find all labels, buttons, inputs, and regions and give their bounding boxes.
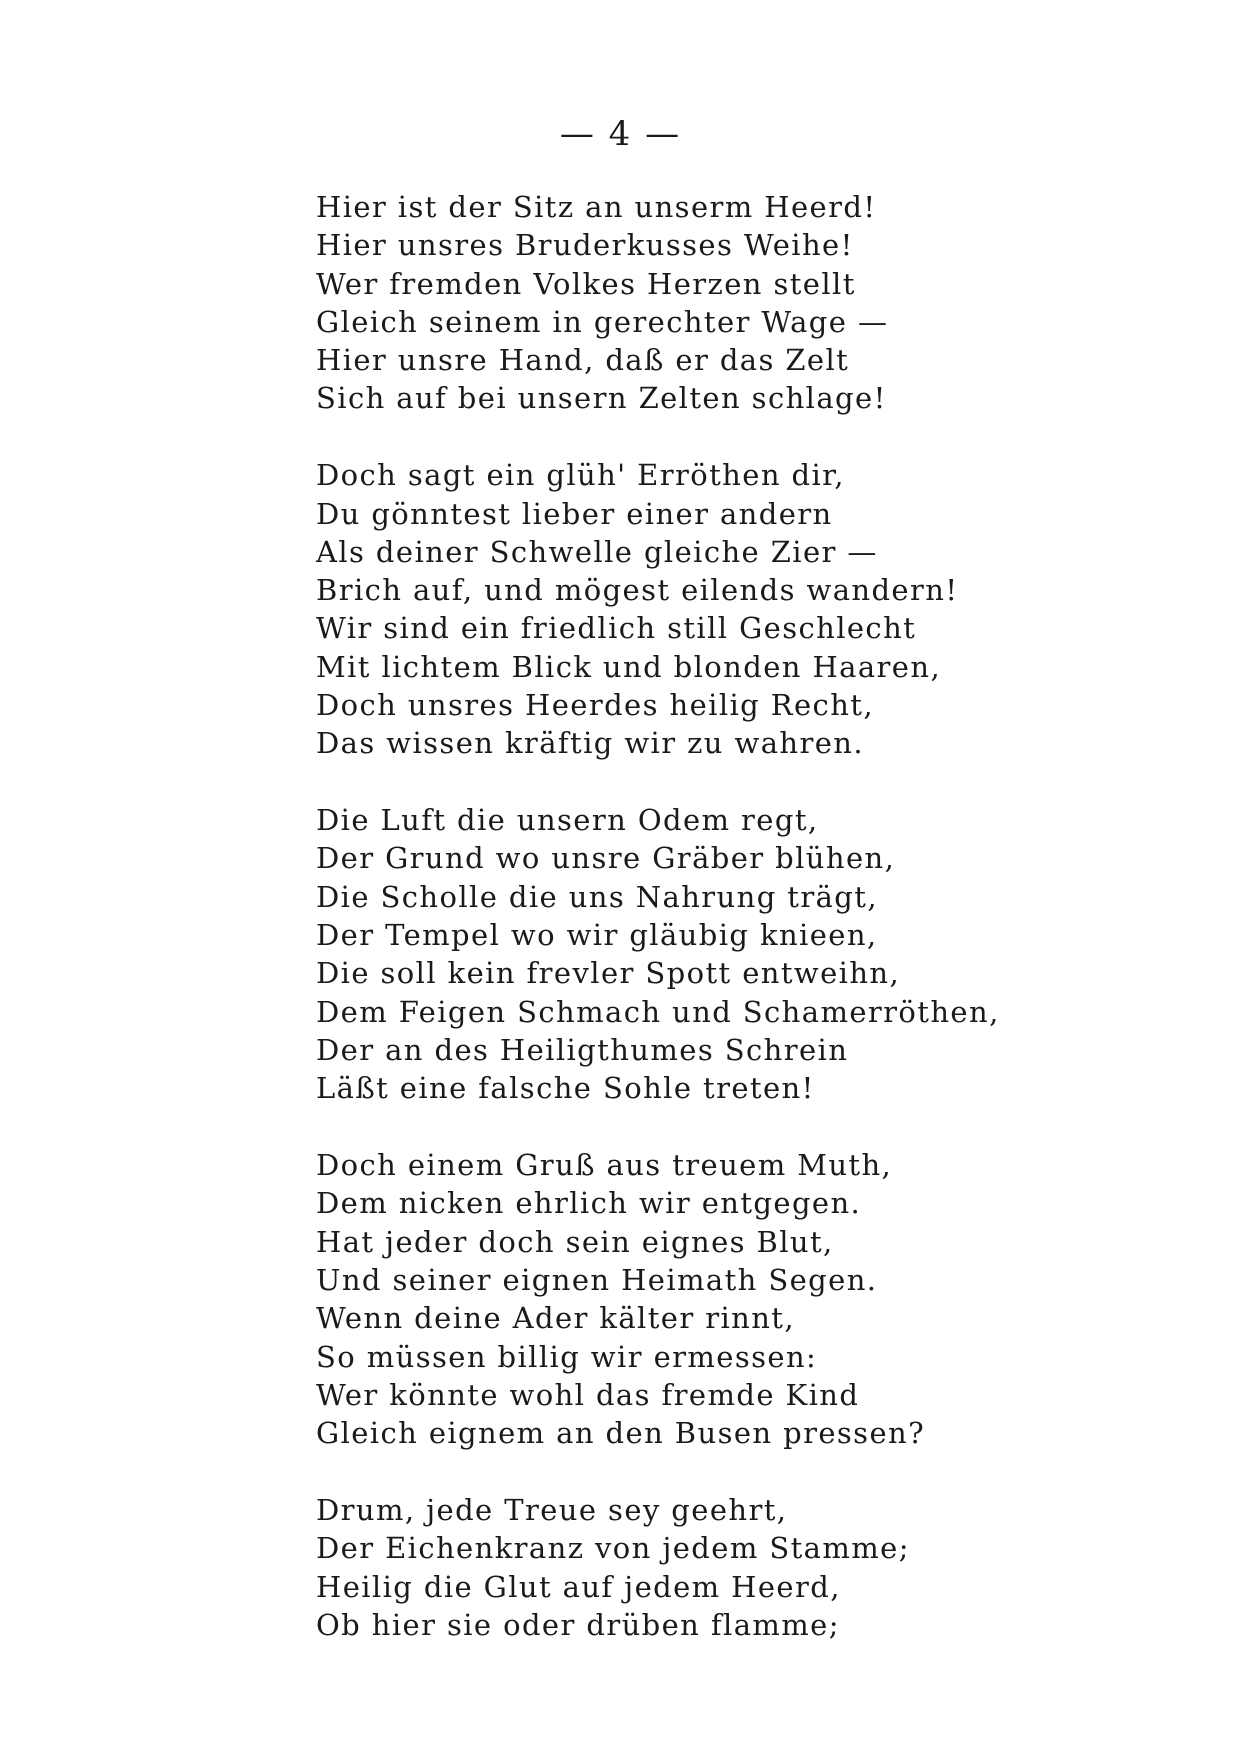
poem-line: Der Tempel wo wir gläubig knieen, [316,918,878,953]
poem-line: Wer könnte wohl das fremde Kind [316,1377,860,1412]
poem-line: Hier unsres Bruderkusses Weihe! [316,228,854,263]
poem-line: Als deiner Schwelle gleiche Zier — [316,534,878,569]
poem-line: Wir sind ein friedlich still Geschlecht [316,611,917,646]
stanza-5 [316,1491,1076,1644]
poem-line: Drum, jede Treue sey geehrt, [316,1492,788,1527]
poem-line: Doch unsres Heerdes heilig Recht, [316,688,874,723]
poem-line: Läßt eine falsche Sohle treten! [316,1071,815,1106]
poem-line: Die soll kein frevler Spott entweihn, [316,956,901,991]
poem-line: Dem nicken ehrlich wir entgegen. [316,1186,862,1221]
poem-line: Hier unsre Hand, daß er das Zelt [316,343,850,378]
poem-line: Hier ist der Sitz an unserm Heerd! [316,190,877,224]
stanza-1 [316,188,1076,418]
poem-line: Gleich seinem in gerechter Wage — [316,304,889,339]
poem-line: Sich auf bei unsern Zelten schlage! [316,381,887,416]
poem [316,188,1076,1683]
poem-line: Hat jeder doch sein eignes Blut, [316,1224,834,1259]
stanza-2 [316,456,1076,762]
poem-line: Brich auf, und mögest eilends wandern! [316,573,959,608]
poem-line: Der Eichenkranz von jedem Stamme; [316,1531,910,1566]
poem-line: Du gönntest lieber einer andern [316,496,833,531]
poem-line: Wenn deine Ader kälter rinnt, [316,1301,795,1336]
poem-line: So müssen billig wir ermessen: [316,1339,818,1374]
page-number: — 4 — [559,114,682,154]
poem-line: Die Scholle die uns Nahrung trägt, [316,879,878,914]
poem-line: Und seiner eignen Heimath Segen. [316,1262,878,1297]
poem-line: Ob hier sie oder drüben flamme; [316,1607,840,1642]
poem-line: Wer fremden Volkes Herzen stellt [316,266,856,301]
poem-line: Das wissen kräftig wir zu wahren. [316,726,864,761]
poem-line: Die Luft die unsern Odem regt, [316,803,819,838]
poem-line: Mit lichtem Blick und blonden Haaren, [316,649,942,684]
stanza-3 [316,801,1076,1107]
poem-line: Der Grund wo unsre Gräber blühen, [316,841,896,876]
poem-line: Der an des Heiligthumes Schrein [316,1032,849,1067]
stanza-4 [316,1146,1076,1452]
poem-line: Doch sagt ein glüh' Erröthen dir, [316,458,845,493]
poem-line: Heilig die Glut auf jedem Heerd, [316,1569,841,1604]
poem-line: Doch einem Gruß aus treuem Muth, [316,1148,893,1183]
poem-line: Gleich eignem an den Busen pressen? [316,1416,926,1451]
poem-line: Dem Feigen Schmach und Schamerröthen, [316,994,1000,1029]
